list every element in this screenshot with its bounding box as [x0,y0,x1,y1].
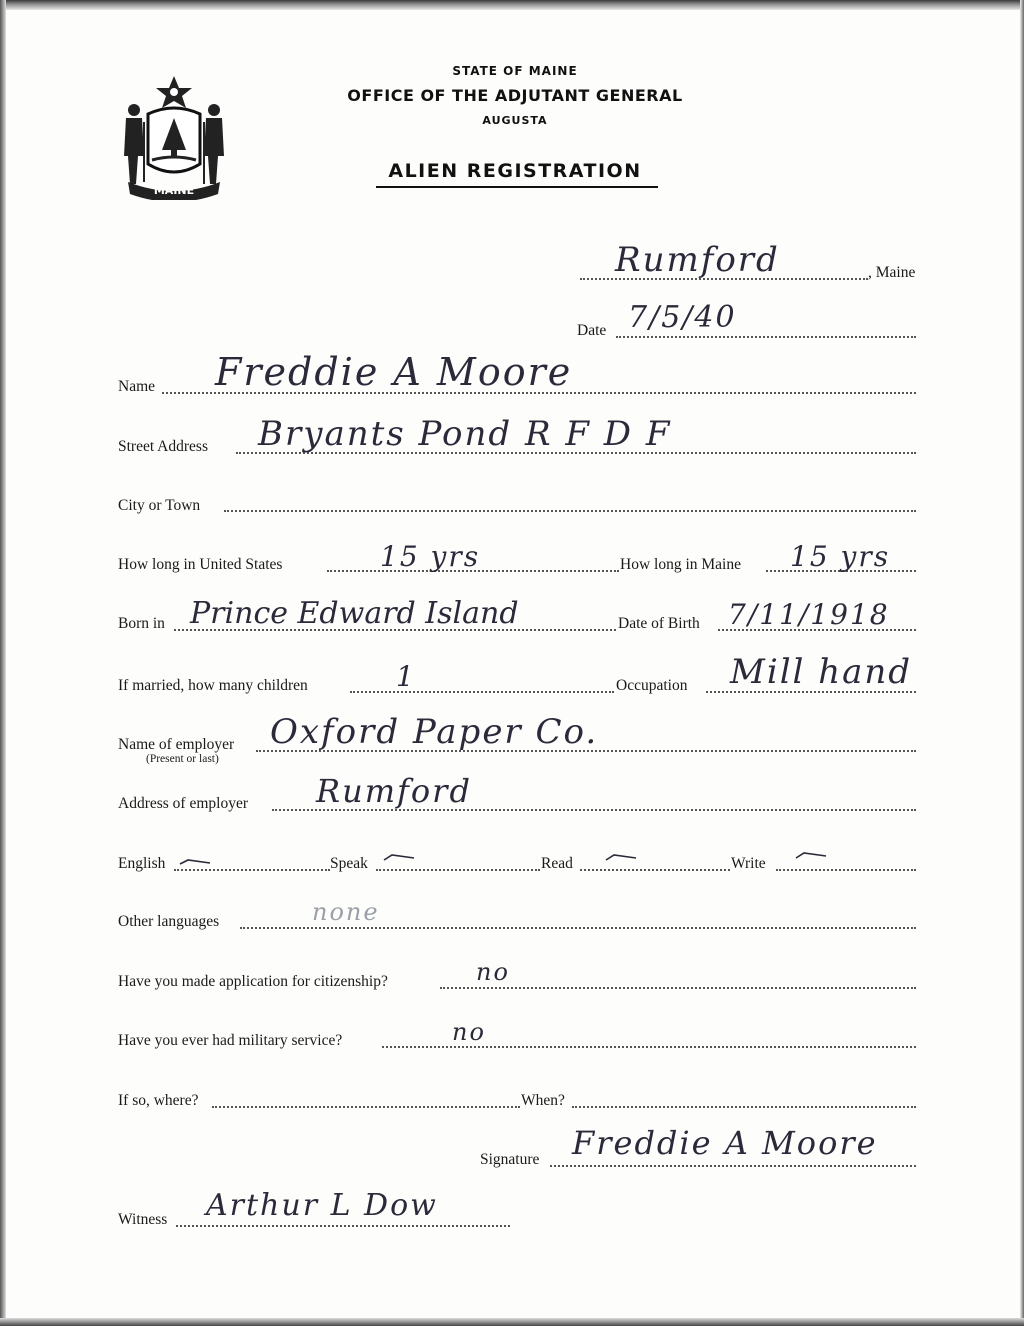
other-languages-label: Other languages [118,913,220,930]
us-label: How long in United States [118,556,283,573]
header-state: STATE OF MAINE [452,64,578,78]
english-line [174,869,330,871]
employer-sublabel: (Present or last) [146,753,219,765]
born-value: Prince Edward Island [190,596,519,631]
signature-label: Signature [480,1151,540,1168]
military-label: Have you ever had military service? [118,1032,343,1049]
scan-edge-top [0,0,1024,10]
read-label: Read [541,855,573,872]
employer-value: Oxford Paper Co. [270,712,599,752]
scan-edge-left [0,0,6,1326]
seal-banner: MAINE [153,184,195,197]
us-value: 15 yrs [380,540,481,573]
scan-edge-bottom [0,1318,1024,1326]
witness-line [176,1225,510,1227]
witness-value: Arthur L Dow [206,1188,438,1223]
children-label: If married, how many children [118,677,308,694]
write-check-mark [794,850,828,860]
military-line [382,1046,916,1048]
occupation-label: Occupation [616,677,688,694]
name-label: Name [118,378,156,395]
header-city: AUGUSTA [482,114,548,127]
date-line [616,336,916,338]
write-label: Write [731,855,766,872]
citizenship-label: Have you made application for citizenship? [118,973,388,990]
when-label: When? [521,1092,565,1109]
when-line [572,1106,916,1108]
employer-address-value: Rumford [316,772,472,810]
other-languages-value: none [312,898,380,926]
citizenship-line [440,987,916,989]
street-label: Street Address [118,438,208,455]
city-label: City or Town [118,497,201,514]
employer-address-label: Address of employer [118,795,248,812]
maine-value: 15 yrs [790,540,891,573]
date-value: 7/5/40 [628,300,737,335]
title-underline [376,186,658,188]
speak-check-mark [382,852,416,862]
write-line [776,869,916,871]
place-value: Rumford [615,240,780,280]
english-label: English [118,855,166,872]
citizenship-value: no [476,958,510,986]
date-label: Date [577,322,607,339]
speak-line [376,869,540,871]
born-label: Born in [118,615,165,632]
occupation-value: Mill hand [730,652,913,692]
city-line [224,510,916,512]
read-line [580,869,730,871]
english-check-mark [178,856,212,866]
where-label: If so, where? [118,1092,199,1109]
other-languages-line [240,927,916,929]
employer-label: Name of employer [118,736,235,753]
children-line [350,691,614,693]
dob-label: Date of Birth [618,615,700,632]
maine-suffix: , Maine [868,264,916,281]
signature-value: Freddie A Moore [572,1124,878,1162]
speak-label: Speak [330,855,368,872]
read-check-mark [604,852,638,862]
header-office: OFFICE OF THE ADJUTANT GENERAL [347,86,683,105]
where-line [212,1106,520,1108]
maine-label: How long in Maine [620,556,741,573]
children-value: 1 [396,660,416,693]
name-value: Freddie A Moore [215,350,573,394]
dob-value: 7/11/1918 [728,598,890,631]
signature-line [550,1165,916,1167]
scan-edge-right [1020,0,1024,1326]
form-title: ALIEN REGISTRATION [388,160,642,182]
state-seal-icon [118,72,230,200]
military-value: no [452,1018,486,1046]
witness-label: Witness [118,1211,168,1228]
street-value: Bryants Pond R F D F [258,414,672,454]
